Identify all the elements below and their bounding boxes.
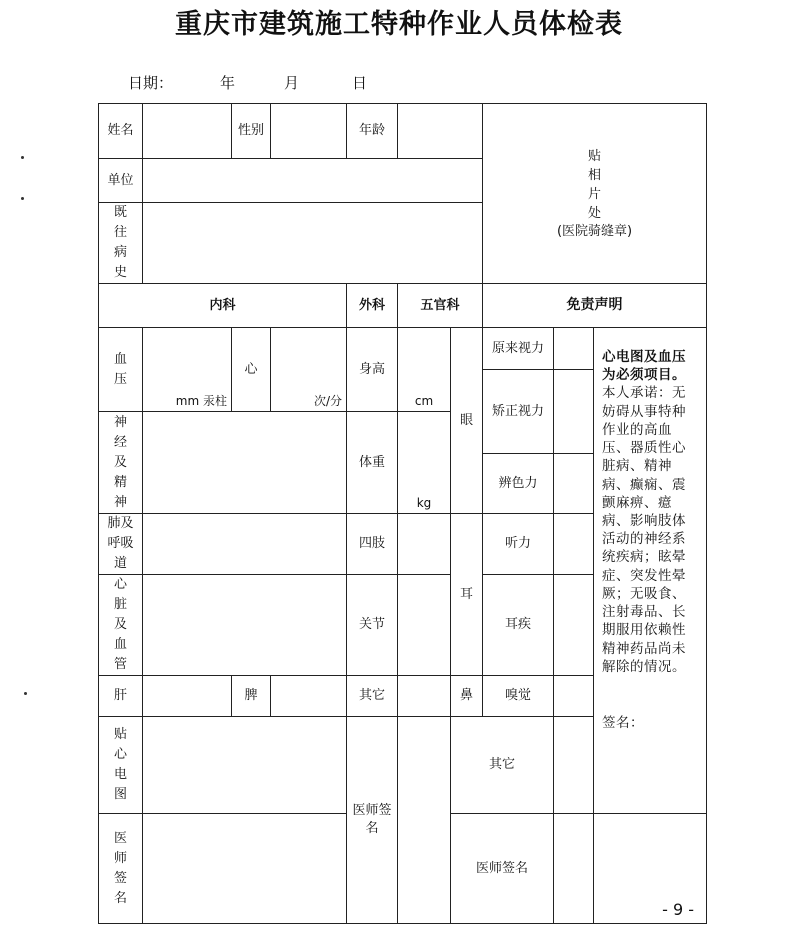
weight-unit: kg (416, 495, 432, 510)
declaration-bold: 心电图及血压为必须项目。 (602, 349, 686, 384)
height-label: 身高 (347, 328, 398, 412)
lung-label: 肺及呼吸道 (107, 516, 134, 571)
color-value[interactable] (554, 454, 594, 514)
weight-value[interactable] (398, 412, 451, 514)
eye-label: 眼 (451, 328, 483, 514)
spleen-value[interactable] (271, 676, 347, 717)
date-label: 日期： (128, 74, 174, 92)
section-surgery: 外科 (347, 284, 398, 328)
scan-mark (21, 197, 24, 200)
ear-label: 耳 (451, 514, 483, 676)
scan-mark (21, 156, 24, 159)
date-year: 年 (220, 74, 236, 92)
ear-disease-label: 耳疾 (483, 575, 554, 676)
height-unit: cm (414, 393, 434, 408)
nerve-value[interactable] (143, 412, 347, 514)
declaration-sign-label: 签名： (602, 714, 644, 731)
unit-label: 单位 (99, 159, 143, 203)
date-day: 日 (352, 74, 368, 92)
facial-other-label: 其它 (451, 717, 554, 814)
smell-label: 嗅觉 (483, 676, 554, 717)
heart-label: 心 (232, 328, 271, 412)
section-disclaimer: 免责声明 (483, 284, 707, 328)
name-value[interactable] (143, 104, 232, 159)
age-value[interactable] (398, 104, 483, 159)
facial-doctor-sign-value[interactable] (554, 814, 594, 924)
name-label: 姓名 (99, 104, 143, 159)
spleen-label: 脾 (232, 676, 271, 717)
gender-value[interactable] (271, 104, 347, 159)
bp-label: 血压 (113, 351, 127, 387)
internal-doctor-sign-label: 医师签名 (113, 830, 127, 906)
joints-value[interactable] (398, 575, 451, 676)
photo-note: (医院骑缝章) (556, 223, 633, 239)
section-internal: 内科 (99, 284, 347, 328)
bp-value[interactable] (143, 328, 232, 412)
height-value[interactable] (398, 328, 451, 412)
scan-mark (24, 692, 27, 695)
date-month: 月 (284, 74, 300, 92)
page-number: - 9 - (662, 900, 694, 919)
internal-doctor-sign-value[interactable] (143, 814, 347, 924)
joints-label: 关节 (347, 575, 398, 676)
ear-disease-value[interactable] (554, 575, 594, 676)
lung-value[interactable] (143, 514, 347, 575)
surgery-other-label: 其它 (347, 676, 398, 717)
liver-value[interactable] (143, 676, 232, 717)
surgery-other-value[interactable] (398, 676, 451, 717)
surgery-doctor-sign-label: 医师签名 (347, 717, 398, 924)
cardio-value[interactable] (143, 575, 347, 676)
unit-value[interactable] (143, 159, 483, 203)
ecg-value[interactable] (143, 717, 347, 814)
orig-vision-label: 原来视力 (483, 328, 554, 370)
history-value[interactable] (143, 203, 483, 284)
health-check-table (98, 103, 707, 924)
history-label: 既往病史 (113, 205, 127, 280)
color-label: 辨色力 (483, 454, 554, 514)
declaration (594, 328, 707, 814)
limbs-label: 四肢 (347, 514, 398, 575)
hearing-label: 听力 (483, 514, 554, 575)
photo-label: 贴相片处 (588, 148, 602, 221)
bp-unit: mm 汞柱 (175, 393, 227, 408)
nose-label: 鼻 (451, 676, 483, 717)
form-title: 重庆市建筑施工特种作业人员体检表 (175, 9, 623, 40)
heart-value[interactable] (271, 328, 347, 412)
orig-vision-value[interactable] (554, 328, 594, 370)
heart-unit: 次/分 (313, 393, 342, 408)
limbs-value[interactable] (398, 514, 451, 575)
nerve-label: 神经及精神 (113, 414, 127, 510)
gender-label: 性别 (232, 104, 271, 159)
hearing-value[interactable] (554, 514, 594, 575)
section-facial: 五官科 (398, 284, 483, 328)
corr-vision-label: 矫正视力 (483, 370, 554, 454)
smell-value[interactable] (554, 676, 594, 717)
corr-vision-value[interactable] (554, 370, 594, 454)
photo-area (483, 104, 707, 284)
cardio-label: 心脏及血管 (113, 577, 127, 672)
ecg-label: 贴心电图 (113, 727, 127, 802)
weight-label: 体重 (347, 412, 398, 514)
declaration-text: 本人承诺：无妨碍从事特种作业的高血压、器质性心脏病、精神病、癫痫、震颤麻痹、癔病、影响肢体活动的神经系统疾病；眩晕症、突发性晕厥；无吸食、注射毒品、长期服用依赖性精神药品尚未解除的情况。 (602, 385, 686, 675)
facial-other-value[interactable] (554, 717, 594, 814)
facial-doctor-sign-label: 医师签名 (451, 814, 554, 924)
liver-label: 肝 (99, 676, 143, 717)
age-label: 年龄 (347, 104, 398, 159)
surgery-doctor-sign-value[interactable] (398, 717, 451, 924)
